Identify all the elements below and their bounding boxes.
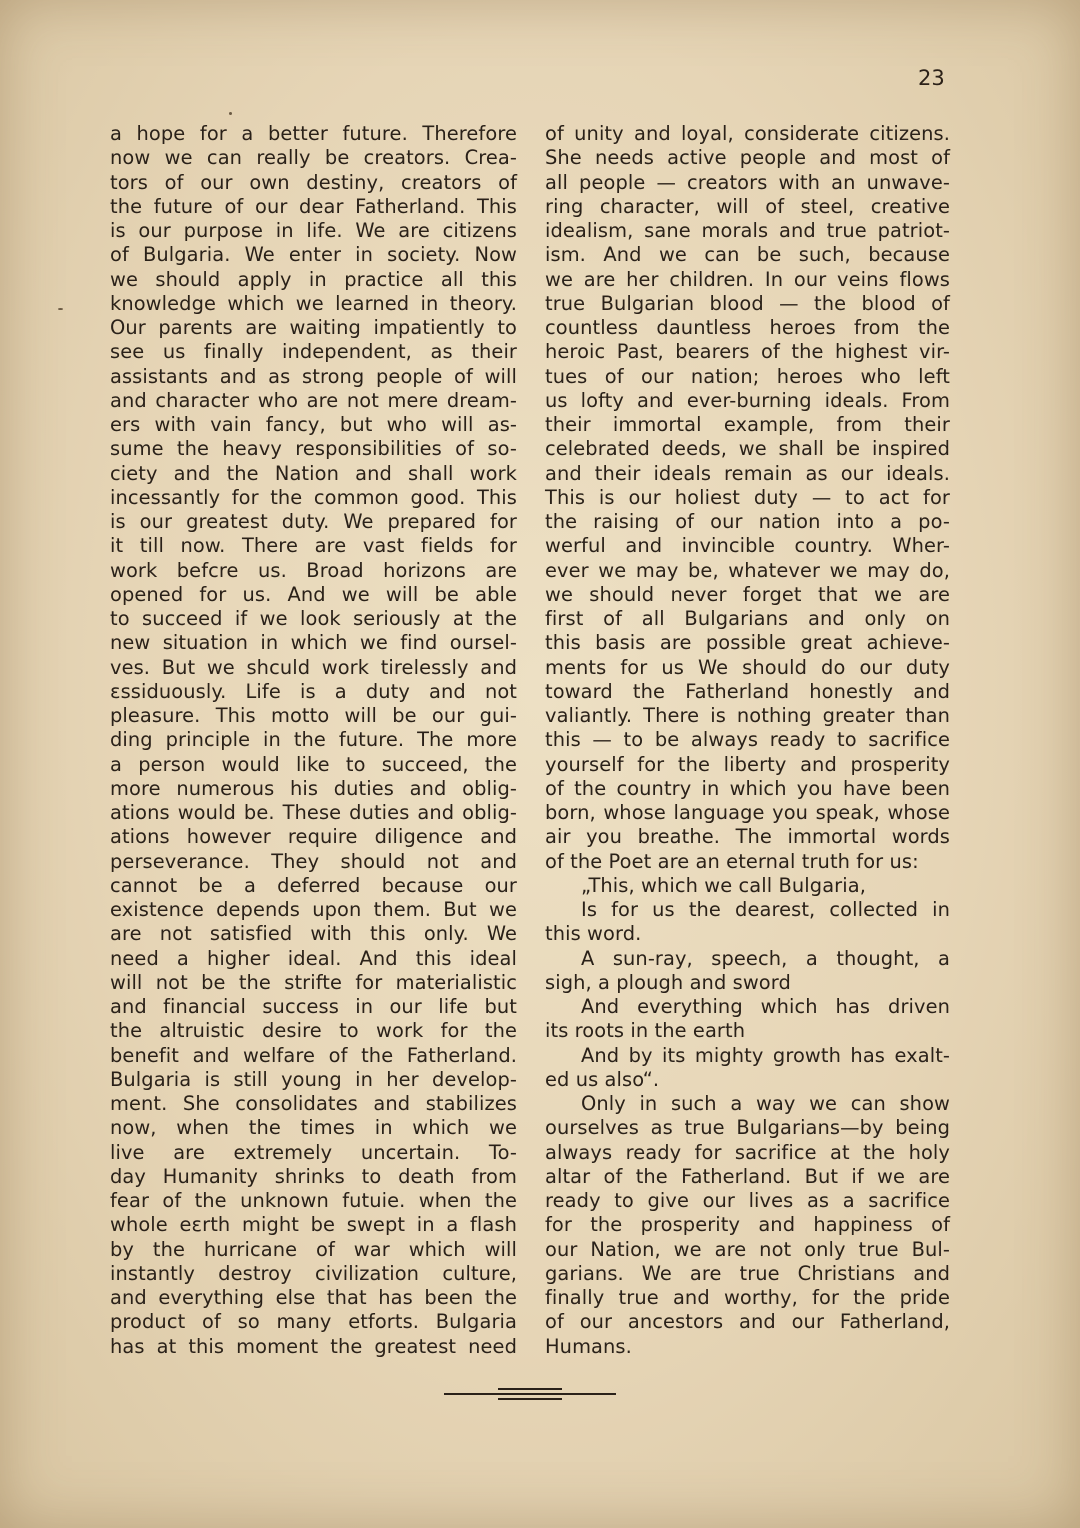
text-line: knowledge which we learned in theory. [110, 291, 517, 315]
text-line: and everything else that has been the [110, 1286, 517, 1309]
text-line: true Bulgarian blood — the blood of [545, 291, 950, 315]
text-line: to succeed if we look seriously at the [110, 607, 517, 630]
text-line: ations would be. These duties and oblig- [110, 801, 517, 824]
text-line: finally true and worthy, for the pride [545, 1286, 950, 1309]
text-line: ring character, will of steel, creative [545, 194, 950, 218]
text-line: of unity and loyal, considerate citizens. [545, 122, 950, 145]
left-text-column [110, 122, 517, 1359]
ornament-line [498, 1398, 562, 1400]
text-line: ers with vain fancy, but who will as- [110, 413, 517, 436]
poem-line: its roots in the earth [545, 1019, 746, 1043]
text-line: this — to be always ready to sacrifice [545, 728, 950, 752]
text-line: their immortal example, from their [545, 413, 950, 436]
text-line: has at this moment the greatest need [110, 1334, 517, 1358]
poem-line: ed us also“. [545, 1067, 660, 1091]
poem-line: „This, which we call Bulgaria, [581, 873, 866, 897]
text-line: the raising of our nation into a po- [545, 510, 950, 533]
text-line: valiantly. There is nothing greater than [545, 704, 950, 727]
text-line: Our parents are waiting impatiently to [110, 316, 517, 339]
text-line: and character who are not mere dream- [110, 388, 517, 412]
text-line: now, when the times in which we [110, 1116, 517, 1140]
text-line: tues of our nation; heroes who left [545, 364, 950, 388]
text-line: ciety and the Nation and shall work [110, 461, 517, 485]
text-line: werful and invincible country. Wher- [545, 534, 950, 558]
text-line: us lofty and ever-burning ideals. From [545, 388, 950, 412]
text-line: new situation in which we find oursel- [110, 631, 517, 655]
text-line: Bulgaria is still young in her develop- [110, 1067, 517, 1091]
text-line: now we can really be creators. Crea- [110, 146, 517, 170]
text-line: a person would like to succeed, the [110, 752, 517, 776]
text-line: our Nation, we are not only true Bul- [545, 1237, 950, 1261]
text-line: the future of our dear Fatherland. This [110, 194, 517, 218]
poem-line: And everything which has driven [581, 995, 950, 1018]
poem-line: Is for us the dearest, collected in [581, 898, 950, 921]
text-line: ever we may be, whatever we may do, [545, 558, 950, 582]
closing-ornament-rule [444, 1384, 616, 1400]
text-line: work befcre us. Broad horizons are [110, 558, 517, 582]
text-line: benefit and welfare of the Fatherland. [110, 1043, 517, 1067]
text-line: incessantly for the common good. This [110, 485, 517, 509]
text-line: ments for us We should do our duty [545, 655, 950, 679]
text-line: born, whose language you speak, whose [545, 801, 950, 824]
text-line: it till now. There are vast fields for [110, 534, 517, 558]
text-line: Only in such a way we can show [581, 1092, 950, 1115]
ornament-line [444, 1393, 616, 1395]
ornament-line [498, 1388, 562, 1390]
text-line: first of all Bulgarians and only on [545, 607, 950, 630]
poem-line: this word. [545, 922, 642, 946]
text-line: day Humanity shrinks to death from [110, 1164, 517, 1188]
poem-line: A sun-ray, speech, a thought, a [581, 946, 950, 970]
text-line: pleasure. This motto will be our gui- [110, 704, 517, 727]
text-line: perseverance. They should not and [110, 849, 517, 873]
poem-line: sigh, a plough and sword [545, 970, 791, 994]
text-line: idealism, sane morals and true patriot- [545, 219, 950, 242]
text-line: heroic Past, bearers of the highest vir- [545, 340, 950, 364]
text-line: She needs active people and most of [545, 146, 950, 170]
text-line: This is our holiest duty — to act for [545, 485, 950, 509]
text-line: ding principle in the future. The more [110, 728, 517, 752]
text-line: a hope for a better future. Therefore [110, 122, 517, 145]
text-line: fear of the unknown futuie. when the [110, 1189, 517, 1212]
text-line: yourself for the liberty and prosperity [545, 752, 950, 776]
text-line: whole eεrth might be swept in a flash [110, 1213, 517, 1237]
text-line: of our ancestors and our Fatherland, [545, 1310, 950, 1334]
text-line: is our purpose in life. We are citizens [110, 219, 517, 242]
page-number: 23 [918, 66, 945, 90]
text-line: will not be the strifte for materialistic [110, 970, 517, 994]
text-line: we should never forget that we are [545, 582, 950, 606]
text-line: existence depends upon them. But we [110, 898, 517, 921]
text-line: ready to give our lives as a sacrifice [545, 1189, 950, 1212]
text-line: tors of our own destiny, creators of [110, 170, 517, 194]
text-line: instantly destroy civilization culture, [110, 1261, 517, 1285]
text-line: is our greatest duty. We prepared for [110, 510, 517, 533]
text-line: ism. And we can be such, because [545, 243, 950, 267]
text-line: always ready for sacrifice at the holy [545, 1140, 950, 1164]
text-line: Humans. [545, 1334, 632, 1358]
text-line: ves. But we shculd work tirelessly and [110, 655, 517, 679]
text-line: the altruistic desire to work for the [110, 1019, 517, 1043]
text-line: opened for us. And we will be able [110, 582, 517, 606]
text-line: garians. We are true Christians and [545, 1261, 950, 1285]
text-line: are not satisfied with this only. We [110, 922, 517, 946]
text-line: ɛssiduously. Life is a duty and not [110, 679, 517, 703]
text-line: for the prosperity and happiness of [545, 1213, 950, 1237]
text-line: altar of the Fatherland. But if we are [545, 1164, 950, 1188]
text-line: by the hurricane of war which will [110, 1237, 517, 1261]
text-line: we should apply in practice all this [110, 267, 517, 291]
poem-line: And by its mighty growth has exalt- [581, 1043, 950, 1067]
text-line: toward the Fatherland honestly and [545, 679, 950, 703]
text-line: we are her children. In our veins flows [545, 267, 950, 291]
paper-speck [229, 112, 232, 115]
text-line: celebrated deeds, we shall be inspired [545, 437, 950, 461]
text-line: cannot be a deferred because our [110, 873, 517, 897]
text-line: ations however require diligence and [110, 825, 517, 849]
text-line: all people — creators with an unwave- [545, 170, 950, 194]
text-line: this basis are possible great achieve- [545, 631, 950, 655]
text-line: of the country in which you have been [545, 776, 950, 800]
text-line: assistants and as strong people of will [110, 364, 517, 388]
text-line: and their ideals remain as our ideals. [545, 461, 950, 485]
text-line: product of so many etforts. Bulgaria [110, 1310, 517, 1334]
text-line: and financial success in our life but [110, 995, 517, 1018]
text-line: of Bulgaria. We enter in society. Now [110, 243, 517, 267]
text-line: ourselves as true Bulgarians—by being [545, 1116, 950, 1140]
paper-speck [58, 308, 63, 310]
right-text-column [545, 122, 950, 1359]
text-line: see us finally independent, as their [110, 340, 517, 364]
text-line: live are extremely uncertain. To- [110, 1140, 517, 1164]
text-line: countless dauntless heroes from the [545, 316, 950, 339]
text-line: need a higher ideal. And this ideal [110, 946, 517, 970]
text-line: air you breathe. The immortal words [545, 825, 950, 849]
text-line: sume the heavy responsibilities of so- [110, 437, 517, 461]
text-line: of the Poet are an eternal truth for us: [545, 849, 919, 873]
text-line: more numerous his duties and oblig- [110, 776, 517, 800]
text-line: ment. She consolidates and stabilizes [110, 1092, 517, 1115]
